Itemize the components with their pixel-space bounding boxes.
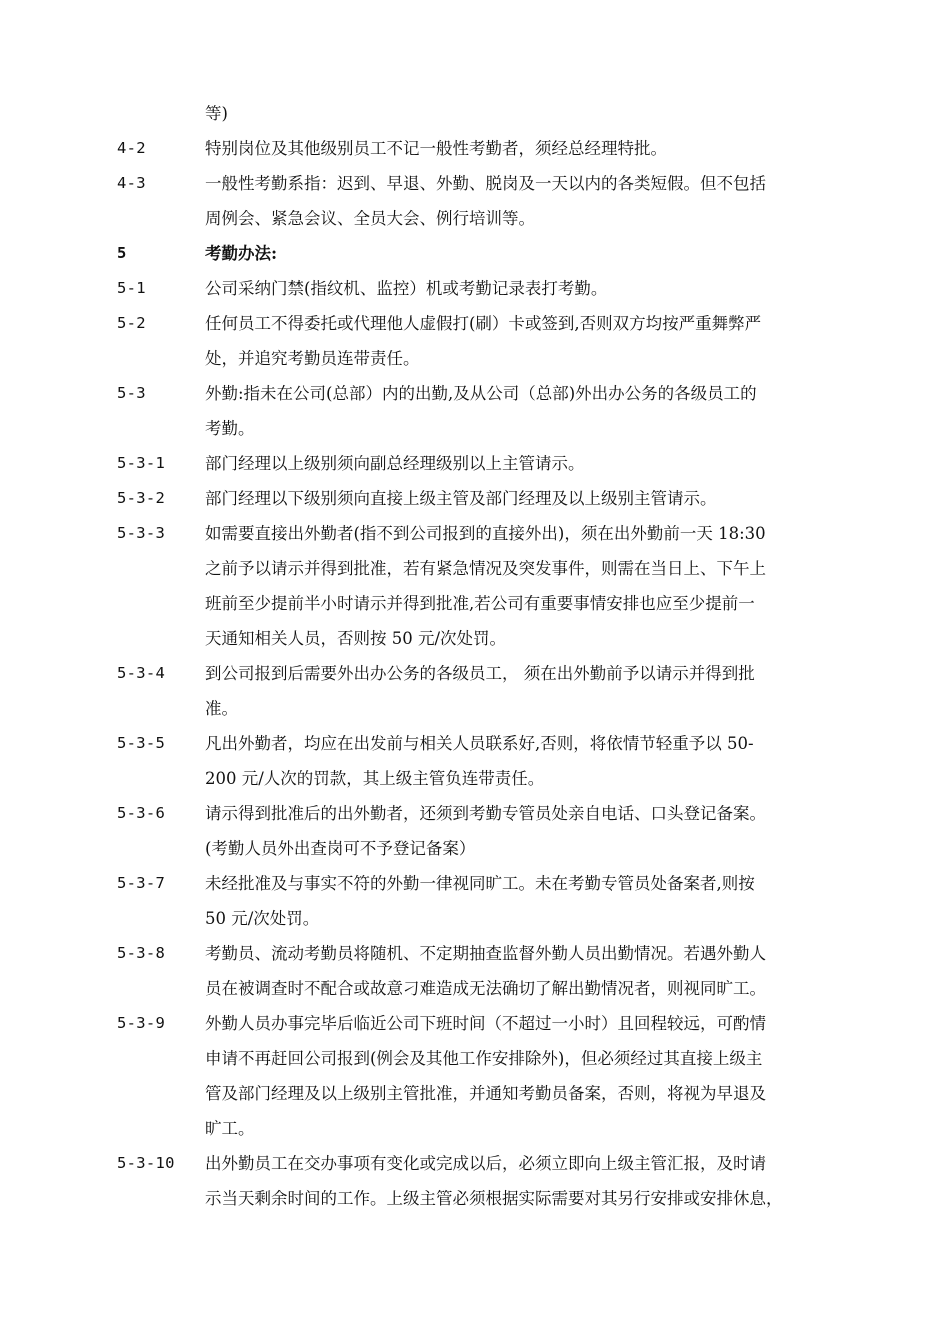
clause-number: 5-3-10 [117,1154,175,1172]
clause-row [117,726,890,796]
clause-row [117,796,890,866]
clause-text [205,271,865,306]
clause-text-line: 考勤。 [205,419,255,438]
clause-text-line: 部门经理以下级别须向直接上级主管及部门经理及以上级别主管请示。 [205,489,717,508]
clause-text [205,866,865,936]
clause-text-line: 申请不再赶回公司报到(例会及其他工作安排除外)，但必须经过其直接上级主 [205,1049,763,1068]
clause-text-line: 准。 [205,699,238,718]
clause-text-line: 考勤办法: [205,244,278,263]
clause-text [205,656,865,726]
clause-row [117,236,890,271]
clause-row [117,446,890,481]
clause-text-line: 任何员工不得委托或代理他人虚假打(刷）卡或签到,否则双方均按严重舞弊严 [205,314,762,333]
clause-text-line: 之前予以请示并得到批准，若有紧急情况及突发事件，则需在当日上、下午上 [205,559,766,578]
clause-text [205,481,865,516]
clause-number: 5-3-7 [117,874,166,892]
clause-text-line: 到公司报到后需要外出办公务的各级员工， 须在出外勤前予以请示并得到批 [205,664,755,683]
clause-number: 5-3-6 [117,804,166,822]
clause-number: 5-3 [117,384,146,402]
clause-text-line: 外勤:指未在公司(总部）内的出勤,及从公司（总部)外出办公务的各级员工的 [205,384,757,403]
clause-text-line: 一般性考勤系指：迟到、早退、外勤、脱岗及一天以内的各类短假。但不包括 [205,174,766,193]
clause-row [117,131,890,166]
clause-row [117,936,890,1006]
clause-text-line: 等) [205,104,228,123]
clause-text-line: 旷工。 [205,1119,255,1138]
clause-text-line: 50 元/次处罚。 [205,909,320,928]
clause-text [205,306,865,376]
clause-text-line: (考勤人员外出查岗可不予登记备案） [205,839,476,858]
clause-row [117,1146,890,1216]
clause-text-line: 员在被调查时不配合或故意刁难造成无法确切了解出勤情况者，则视同旷工。 [205,979,766,998]
clause-text-line: 请示得到批准后的出外勤者，还须到考勤专管员处亲自电话、口头登记备案。 [205,804,766,823]
clause-text-line: 200 元/人次的罚款，其上级主管负连带责任。 [205,769,545,788]
clause-text [205,131,865,166]
clause-text-line: 公司采纳门禁(指纹机、监控）机或考勤记录表打考勤。 [205,279,608,298]
clause-row [117,656,890,726]
clause-text [205,96,865,131]
clause-text-line: 未经批准及与事实不符的外勤一律视同旷工。未在考勤专管员处备案者,则按 [205,874,755,893]
clause-number: 5-3-4 [117,664,166,682]
clause-text [205,1006,865,1146]
clause-text [205,1146,865,1216]
clause-row [117,306,890,376]
clause-text-line: 外勤人员办事完毕后临近公司下班时间（不超过一小时）且回程较远，可酌情 [205,1014,766,1033]
clause-text-line: 如需要直接出外勤者(指不到公司报到的直接外出)，须在出外勤前一天 18:30 [205,524,766,543]
clause-row [117,96,890,131]
clause-number: 5-3-5 [117,734,166,752]
clause-text [205,796,865,866]
clause-number: 5-2 [117,314,146,332]
clause-text-line: 考勤员、流动考勤员将随机、不定期抽查监督外勤人员出勤情况。若遇外勤人 [205,944,766,963]
clause-number: 5-3-9 [117,1014,166,1032]
clause-text [205,376,865,446]
clause-text-line: 部门经理以上级别须向副总经理级别以上主管请示。 [205,454,585,473]
clause-number: 5-1 [117,279,146,297]
clause-row [117,166,890,236]
clause-row [117,516,890,656]
clause-text [205,166,865,236]
clause-row [117,1006,890,1146]
clause-number: 4-2 [117,139,146,157]
clause-number: 5-3-3 [117,524,166,542]
clause-row [117,481,890,516]
clause-text [205,236,865,271]
clause-text-line: 凡出外勤者，均应在出发前与相关人员联系好,否则，将依情节轻重予以 50- [205,734,754,753]
clause-text-line: 管及部门经理及以上级别主管批准，并通知考勤员备案，否则，将视为早退及 [205,1084,766,1103]
clause-row [117,866,890,936]
clause-text-line: 周例会、紧急会议、全员大会、例行培训等。 [205,209,535,228]
clause-text-line: 班前至少提前半小时请示并得到批准,若公司有重要事情安排也应至少提前一 [205,594,755,613]
clause-text-line: 特别岗位及其他级别员工不记一般性考勤者，须经总经理特批。 [205,139,667,158]
clause-number: 5-3-1 [117,454,166,472]
clause-text-line: 天通知相关人员，否则按 50 元/次处罚。 [205,629,507,648]
clause-row [117,376,890,446]
clause-text [205,936,865,1006]
clause-text [205,516,865,656]
clause-number: 4-3 [117,174,146,192]
clause-text-line: 处，并追究考勤员连带责任。 [205,349,420,368]
clause-number: 5 [117,244,127,262]
clause-row [117,271,890,306]
clause-text [205,726,865,796]
clause-number: 5-3-8 [117,944,166,962]
clause-text-line: 出外勤员工在交办事项有变化或完成以后，必须立即向上级主管汇报，及时请 [205,1154,766,1173]
clause-number: 5-3-2 [117,489,166,507]
clause-text [205,446,865,481]
clause-text-line: 示当天剩余时间的工作。上级主管必须根据实际需要对其另行安排或安排休息， [205,1189,783,1208]
